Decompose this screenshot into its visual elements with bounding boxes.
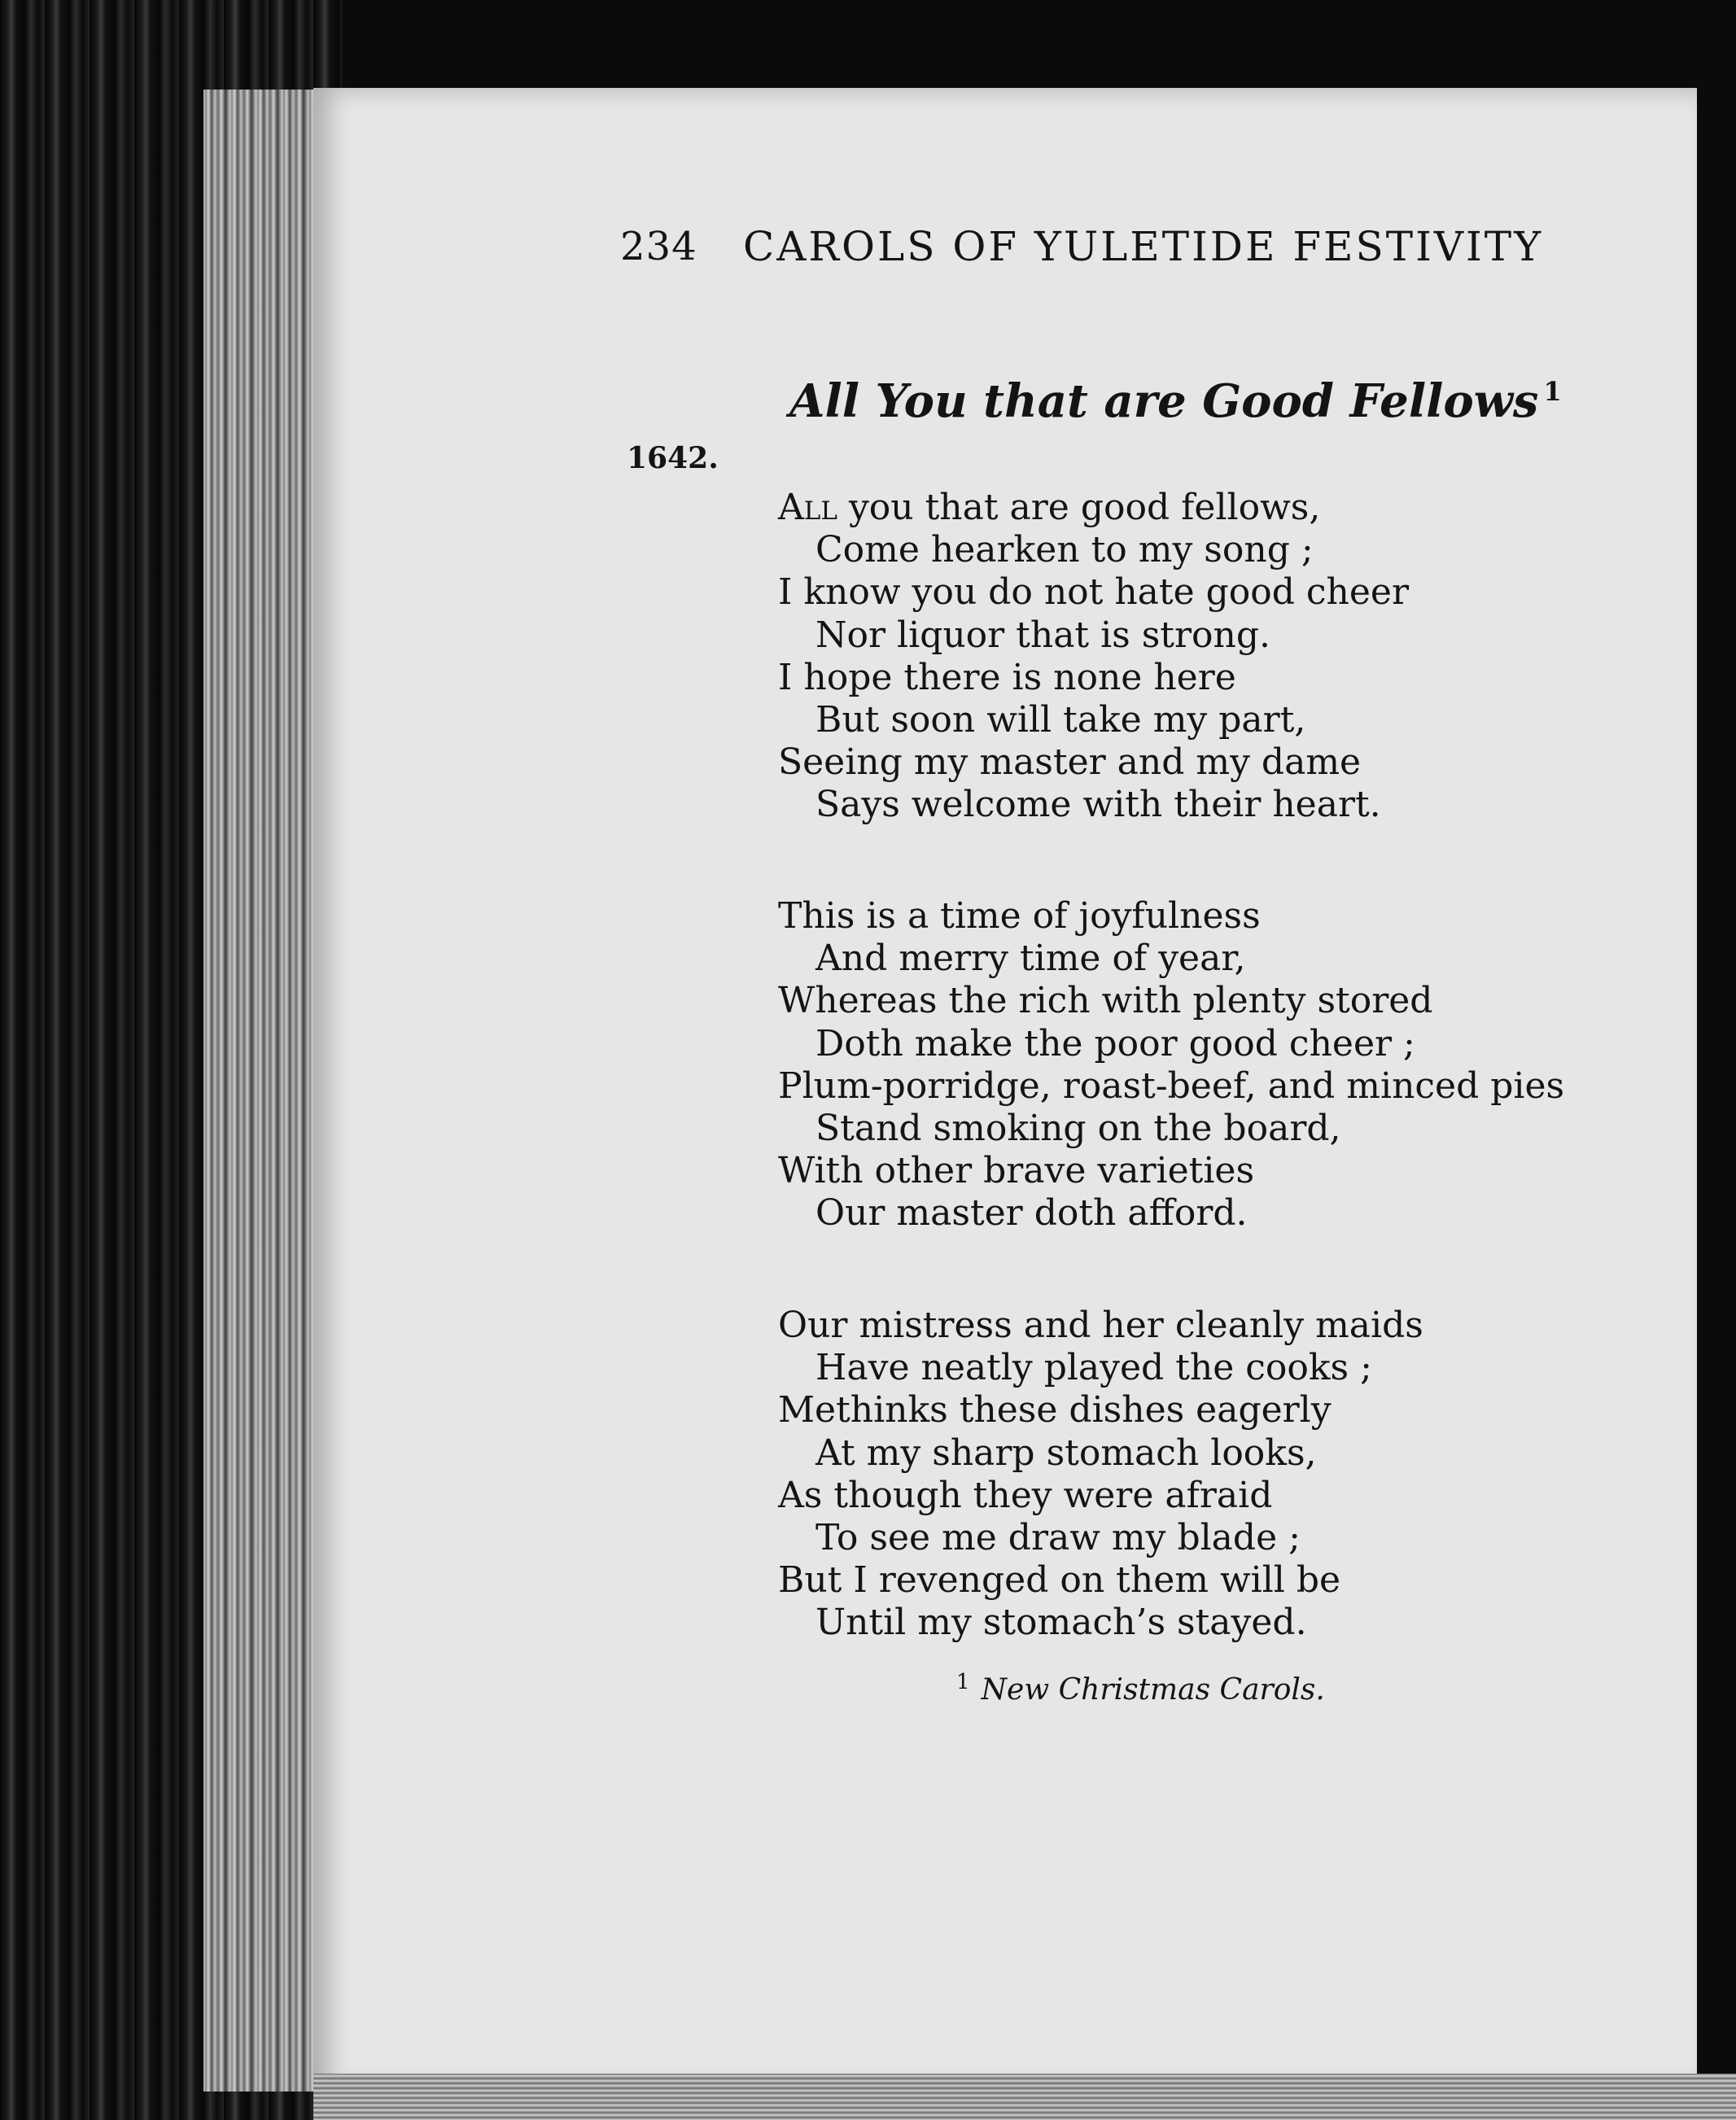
page-number: 234 [620,224,697,269]
poem-line-text: To see me draw my blade ; [816,1516,1301,1558]
poem-line-text: But I revenged on them will be [778,1559,1341,1602]
poem-line [778,1517,1423,1559]
poem-line [778,1023,1564,1065]
poem-line [778,1347,1423,1389]
poem-line [778,1602,1423,1644]
poem-line-text: With other brave varieties [778,1150,1255,1192]
poem-date: 1642. [627,441,719,475]
poem-line [778,980,1564,1022]
poem-line [778,784,1409,826]
poem-line-text: Doth make the poor good cheer ; [816,1022,1415,1064]
poem-line-text: Seeing my master and my dame [778,741,1362,784]
page-edges [203,90,326,2092]
poem-line [778,1305,1423,1347]
poem-line-text: Have neatly played the cooks ; [816,1347,1372,1389]
stanza-2 [778,895,1564,1235]
poem-line-text: Until my stomach’s stayed. [816,1602,1307,1644]
poem-line [778,487,1409,529]
footnote-text: New Christmas Carols. [981,1673,1325,1707]
stanza-1 [778,487,1409,827]
poem-line-text: Nor liquor that is strong. [816,614,1271,656]
poem-title [789,374,1562,428]
poem-line [778,571,1409,614]
poem-line-text: This is a time of joyfulness [778,895,1261,937]
poem-line [778,895,1564,938]
poem-line [778,657,1409,699]
footnote-mark: 1 [956,1670,970,1694]
poem-line-text: Methinks these dishes eagerly [778,1389,1332,1432]
poem-line [778,1108,1564,1150]
poem-line-text: As though they were afraid [778,1474,1273,1516]
poem-line [778,1432,1423,1475]
poem-line-text: Stand smoking on the board, [816,1107,1341,1149]
poem-line [778,699,1409,741]
page-bottom-edge [313,2074,1736,2120]
poem-line [778,614,1409,657]
poem-line-text: I hope there is none here [778,656,1236,698]
poem-line [778,741,1409,784]
poem-line [778,938,1564,980]
poem-line-text: At my sharp stomach looks, [816,1432,1317,1474]
poem-line-text: Come hearken to my song ; [816,529,1314,571]
poem-line-text: Our master doth afford. [816,1192,1248,1235]
poem-line-text: And merry time of year, [816,938,1246,980]
first-word: All [778,487,837,528]
poem-line [778,1150,1564,1192]
poem-line-text: Our mistress and her cleanly maids [778,1305,1423,1346]
poem-line [778,529,1409,571]
poem-line-text: Plum-porridge, roast-beef, and minced pies [778,1064,1565,1107]
footnote [956,1670,1325,1707]
poem-line [778,1389,1423,1432]
title-footnote-ref: 1 [1543,376,1562,408]
poem-line [778,1559,1423,1602]
poem-line [778,1475,1423,1517]
poem-line-text: Whereas the rich with plenty stored [778,980,1433,1022]
poem-title-text: All You that are Good Fellows [789,374,1539,428]
poem-line-text: you that are good fellows, [837,487,1321,528]
poem-line [778,1192,1564,1235]
poem-line [778,1065,1564,1108]
running-head: CAROLS OF YULETIDE FESTIVITY [743,223,1544,270]
poem-line-text: I know you do not hate good cheer [778,571,1409,614]
poem-line-text: Says welcome with their heart. [816,784,1381,826]
stanza-3 [778,1305,1423,1645]
poem-line-text: But soon will take my part, [816,698,1306,741]
